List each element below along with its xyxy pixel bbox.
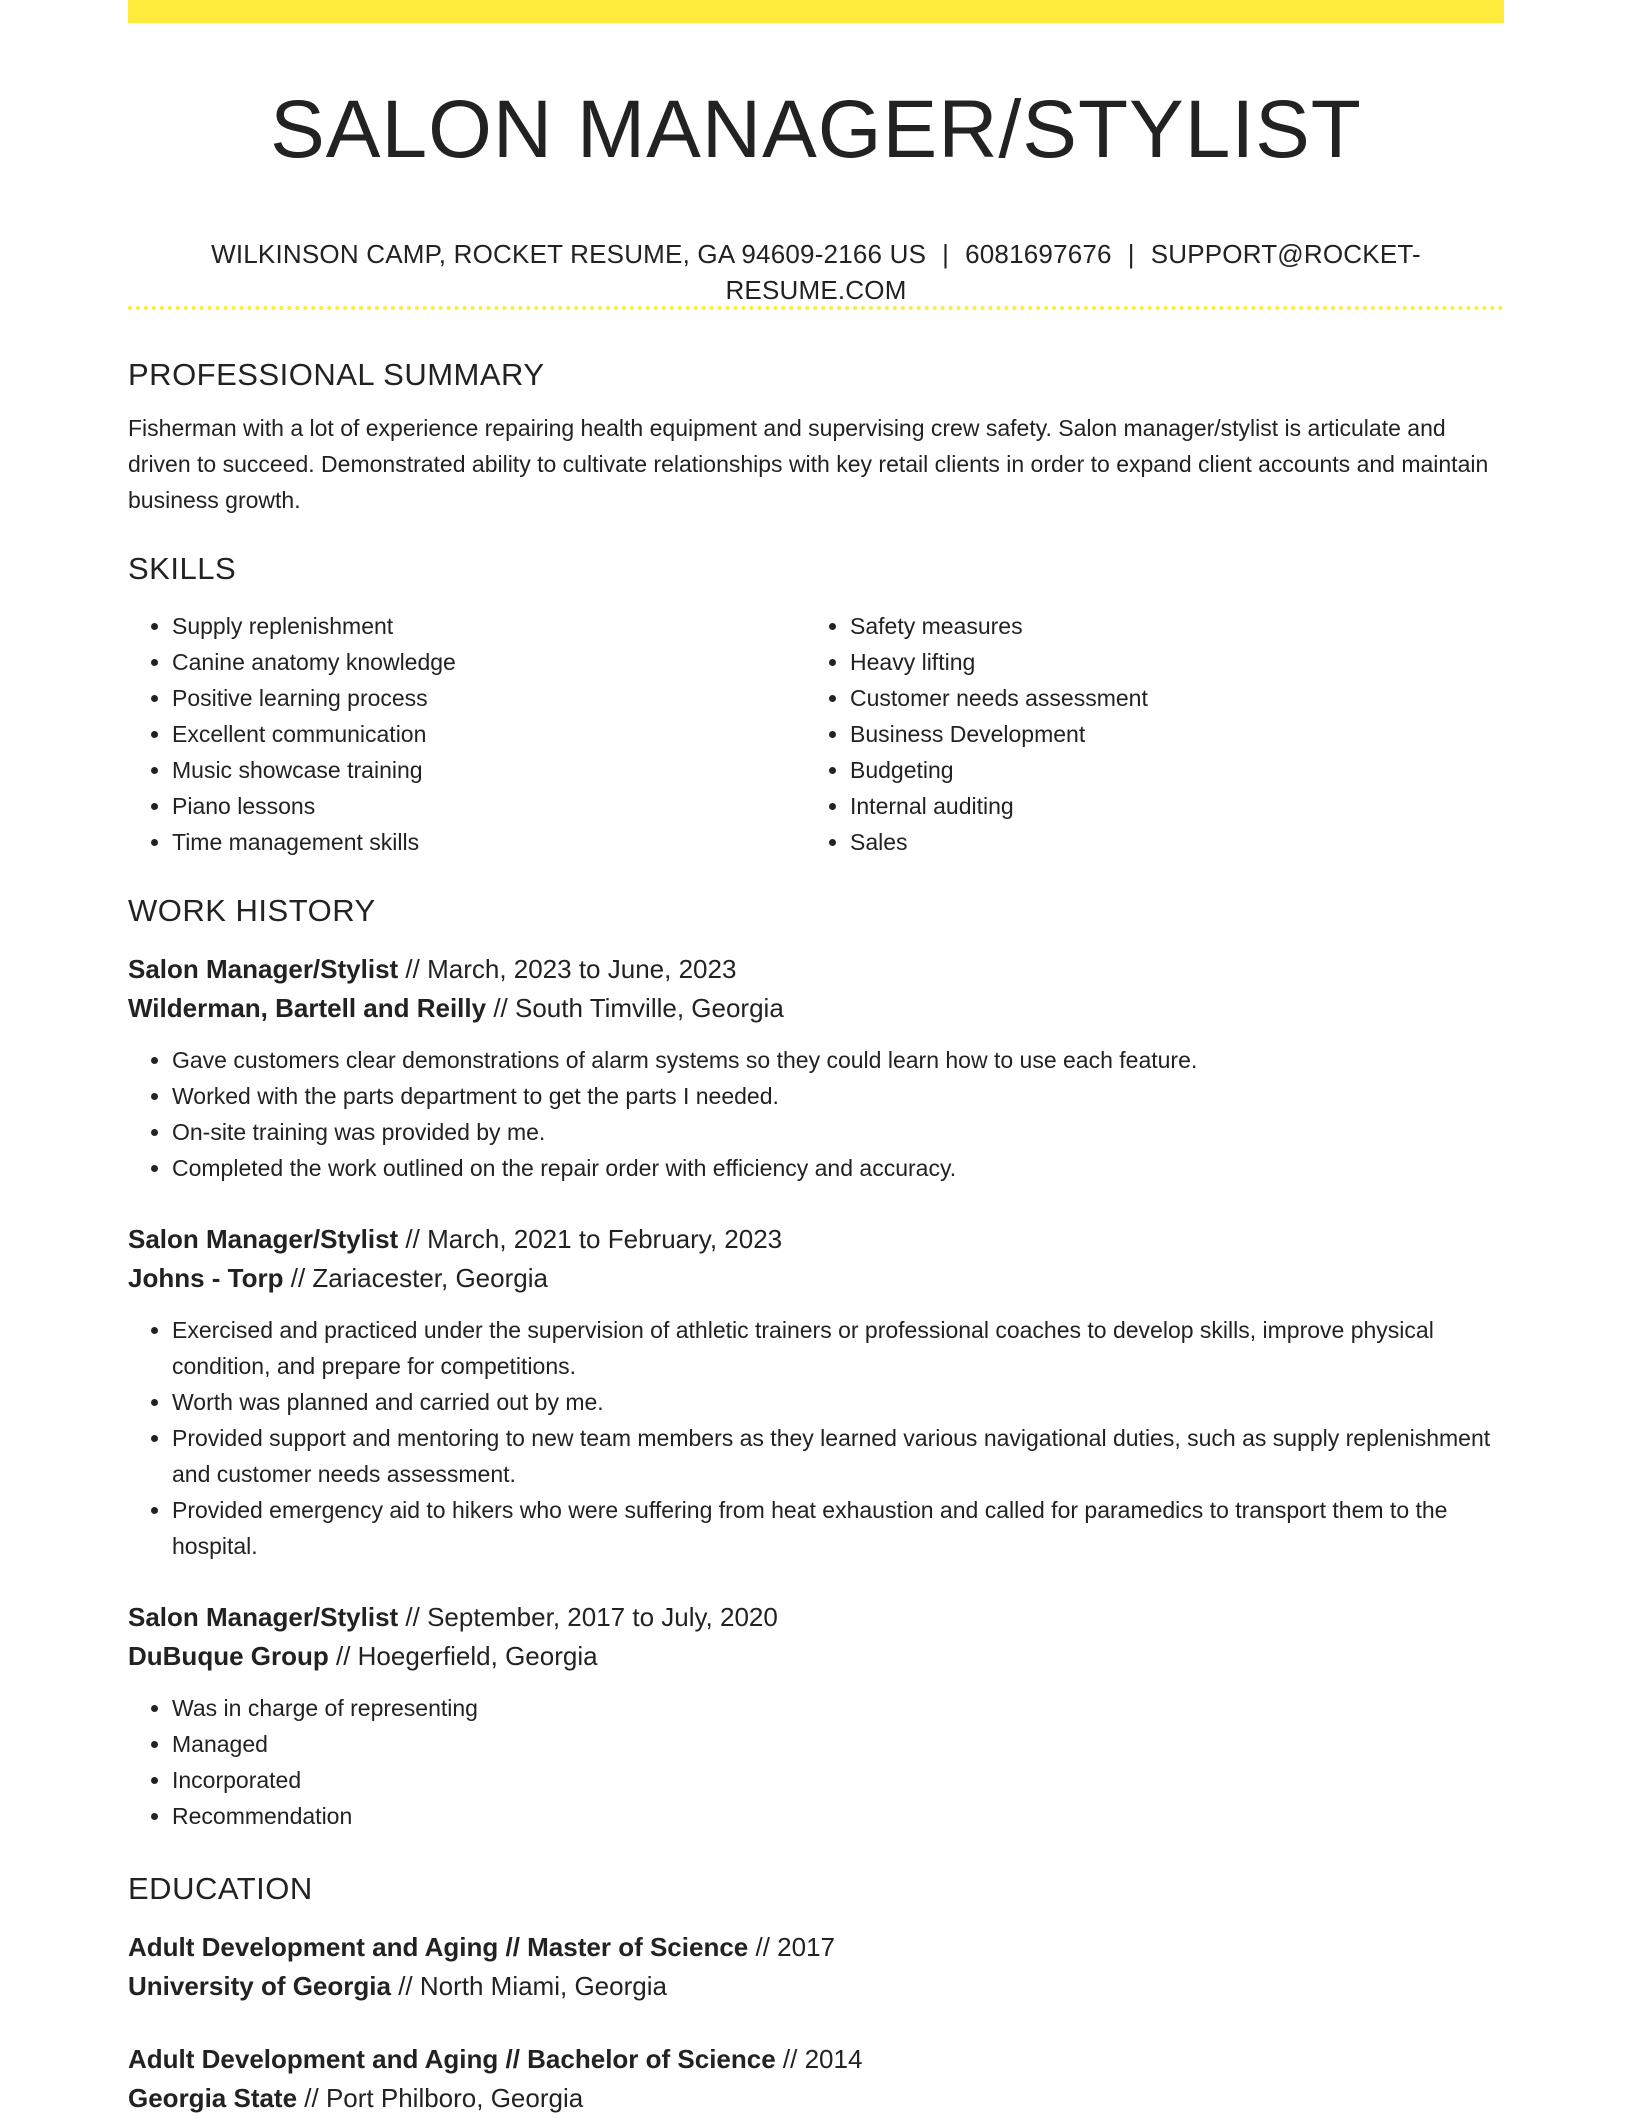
education-location: // Port Philboro, Georgia — [297, 2083, 584, 2113]
skill-item: • Excellent communication — [172, 716, 806, 752]
education-school: University of Georgia — [128, 1971, 391, 2001]
job-role: Salon Manager/Stylist — [128, 1224, 399, 1254]
job-company: Wilderman, Bartell and Reilly — [128, 993, 487, 1023]
skill-item: • Customer needs assessment — [850, 680, 1484, 716]
skill-item: • Supply replenishment — [172, 608, 806, 644]
job-location: // Zariacester, Georgia — [283, 1263, 548, 1293]
skill-item: • Heavy lifting — [850, 644, 1484, 680]
education-degree-line — [128, 1928, 1504, 1967]
summary-heading: PROFESSIONAL SUMMARY — [128, 357, 545, 392]
job-bullet: • Worked with the parts department to get the parts I needed. — [172, 1078, 1504, 1114]
skill-item: • Business Development — [850, 716, 1484, 752]
job-entry — [128, 1220, 1504, 1564]
job-title-line — [128, 1598, 1504, 1637]
education-school-line — [128, 1967, 1504, 2006]
education-degree: Adult Development and Aging // Bachelor of Science — [128, 2044, 776, 2074]
job-title-line — [128, 1220, 1504, 1259]
education-school: Georgia State — [128, 2083, 298, 2113]
dotted-divider — [128, 306, 1504, 310]
job-dates: // March, 2023 to June, 2023 — [398, 954, 737, 984]
education-year: // 2017 — [748, 1932, 835, 1962]
education-location: // North Miami, Georgia — [390, 1971, 667, 2001]
contact-phone: 6081697676 — [965, 239, 1112, 269]
skill-item: • Positive learning process — [172, 680, 806, 716]
skill-item: • Time management skills — [172, 824, 806, 860]
skill-item: • Piano lessons — [172, 788, 806, 824]
education-heading: EDUCATION — [128, 1871, 313, 1906]
job-company: DuBuque Group — [128, 1641, 329, 1671]
skills-list — [128, 608, 1504, 860]
job-location: // Hoegerfield, Georgia — [328, 1641, 598, 1671]
candidate-name: SALON MANAGER/STYLIST — [270, 84, 1362, 175]
job-bullet: • Worth was planned and carried out by me. — [172, 1384, 1504, 1420]
accent-bar — [128, 0, 1504, 23]
contact-separator: | — [1127, 239, 1135, 269]
work-history-heading: WORK HISTORY — [128, 893, 376, 928]
job-bullet: • Was in charge of representing — [172, 1690, 1504, 1726]
skills-column-right — [806, 608, 1484, 860]
job-bullet: • Gave customers clear demonstrations of alarm systems so they could learn how to use each feature. — [172, 1042, 1504, 1078]
contact-address: WILKINSON CAMP, ROCKET RESUME, GA 94609-2166 US — [211, 239, 927, 269]
job-bullet: • Provided support and mentoring to new team members as they learned various navigational duties, such as supply replenishment and customer needs assessment. — [172, 1420, 1504, 1492]
job-location: // South Timville, Georgia — [486, 993, 784, 1023]
skill-item: • Safety measures — [850, 608, 1484, 644]
job-bullets — [128, 1042, 1504, 1186]
contact-email: SUPPORT@ROCKET-RESUME.COM — [725, 239, 1421, 305]
resume-body — [128, 350, 1504, 2118]
education-entry — [128, 1928, 1504, 2006]
skill-item: • Canine anatomy knowledge — [172, 644, 806, 680]
job-bullet: • Provided emergency aid to hikers who were suffering from heat exhaustion and called for paramedics to transport them to the hospital. — [172, 1492, 1504, 1564]
skill-item: • Music showcase training — [172, 752, 806, 788]
job-title-line — [128, 950, 1504, 989]
skill-item: • Budgeting — [850, 752, 1484, 788]
skills-column-left — [128, 608, 806, 860]
job-role: Salon Manager/Stylist — [128, 954, 399, 984]
education-degree-line — [128, 2040, 1504, 2079]
job-bullet: • Completed the work outlined on the repair order with efficiency and accuracy. — [172, 1150, 1504, 1186]
contact-separator: | — [942, 239, 950, 269]
skill-item: • Sales — [850, 824, 1484, 860]
contact-line — [128, 236, 1504, 308]
job-bullets — [128, 1690, 1504, 1834]
job-bullet: • Exercised and practiced under the supervision of athletic trainers or professional coaches to develop skills, improve physical condition, and prepare for competitions. — [172, 1312, 1504, 1384]
education-degree: Adult Development and Aging // Master of Science — [128, 1932, 749, 1962]
job-bullet: • On-site training was provided by me. — [172, 1114, 1504, 1150]
job-dates: // September, 2017 to July, 2020 — [398, 1602, 778, 1632]
job-bullet: • Managed — [172, 1726, 1504, 1762]
summary-text: Fisherman with a lot of experience repairing health equipment and supervising crew safety. Salon manager/stylist is articulate and driven to succeed. Demonstrated ability to cultivate relationships with key retail clients in order to expand client accounts and maintain business growth. — [128, 415, 1489, 513]
job-company-line — [128, 1637, 1504, 1676]
job-dates: // March, 2021 to February, 2023 — [398, 1224, 783, 1254]
job-bullets — [128, 1312, 1504, 1564]
job-bullet: • Recommendation — [172, 1798, 1504, 1834]
job-entry — [128, 1598, 1504, 1834]
skill-item: • Internal auditing — [850, 788, 1484, 824]
job-entry — [128, 950, 1504, 1186]
job-bullet: • Incorporated — [172, 1762, 1504, 1798]
education-year: // 2014 — [775, 2044, 863, 2074]
job-company: Johns - Torp — [128, 1263, 284, 1293]
job-company-line — [128, 989, 1504, 1028]
job-role: Salon Manager/Stylist — [128, 1602, 399, 1632]
skills-heading: SKILLS — [128, 551, 237, 586]
education-entry — [128, 2040, 1504, 2118]
education-school-line — [128, 2079, 1504, 2118]
job-company-line — [128, 1259, 1504, 1298]
